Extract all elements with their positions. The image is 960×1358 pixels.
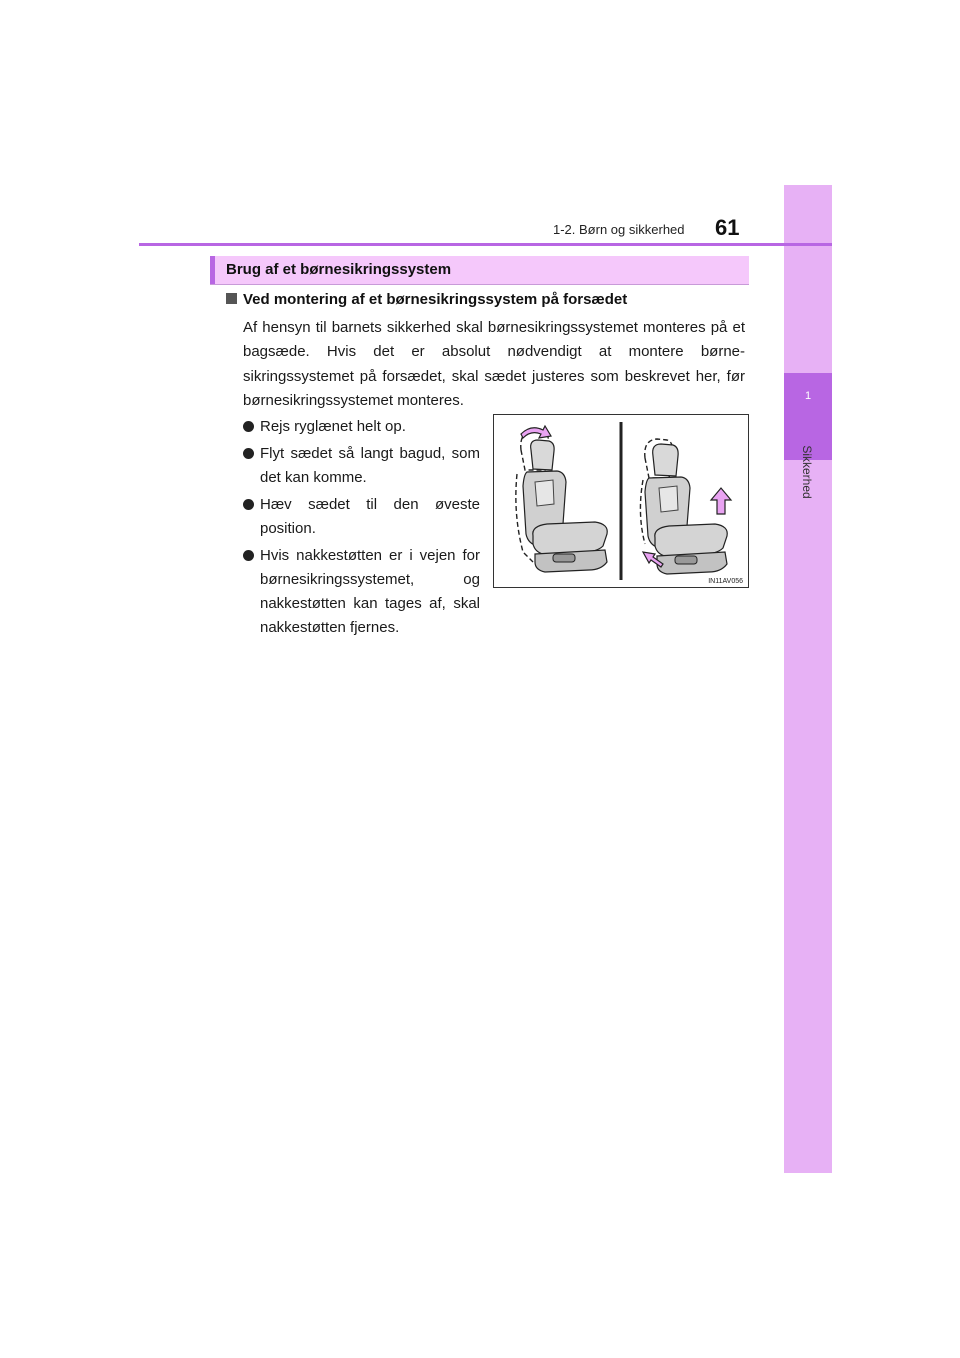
- bullet-list: [243, 415, 480, 643]
- header-rule: [139, 243, 832, 246]
- heading-accent-bar: [210, 256, 215, 284]
- subheading: [226, 291, 627, 308]
- list-item: [243, 544, 480, 640]
- bullet-icon: [243, 499, 254, 510]
- subheading-text: Ved montering af et børnesikringssystem på forsædet: [243, 291, 628, 308]
- page-number: 61: [715, 215, 740, 240]
- list-item-text: Flyt sædet så langt bagud, som det kan komme.: [260, 445, 480, 486]
- bullet-icon: [243, 550, 254, 561]
- bullet-icon: [243, 448, 254, 459]
- section-path: 1-2. Børn og sikkerhed: [553, 222, 685, 237]
- section-heading: [210, 256, 749, 285]
- chapter-title-vertical: [800, 437, 814, 507]
- list-item-text: Hvis nakkestøtten er i vejen for børnesikringssystemet, og nakkestøtten kan tages af, skal nakkestøtten fjernes.: [260, 547, 480, 636]
- intro-paragraph: Af hensyn til barnets sikkerhed skal børnesikringssystemet monteres på et bagsæde. Hvis det er absolut nødvendigt at montere børne-sikringssystemet på forsædet, skal sædet justeres som beskrevet her, før børnesikringssystemet monteres.: [243, 319, 745, 410]
- bullet-icon: [243, 421, 254, 432]
- figure-code: IN11AV056: [708, 578, 743, 585]
- list-item-text: Rejs ryglænet helt op.: [260, 418, 406, 435]
- list-item-text: Hæv sædet til den øveste position.: [260, 496, 480, 537]
- chapter-number: 1: [804, 390, 812, 402]
- list-item: [243, 493, 480, 541]
- seat-adjustment-illustration: [493, 414, 749, 588]
- chapter-title: Sikkerhed: [800, 445, 814, 499]
- list-item: [243, 415, 480, 439]
- chapter-side-tab: [784, 185, 832, 1173]
- section-heading-text: Brug af et børnesikringssystem: [226, 261, 452, 278]
- square-bullet-icon: [226, 293, 237, 304]
- list-item: [243, 442, 480, 490]
